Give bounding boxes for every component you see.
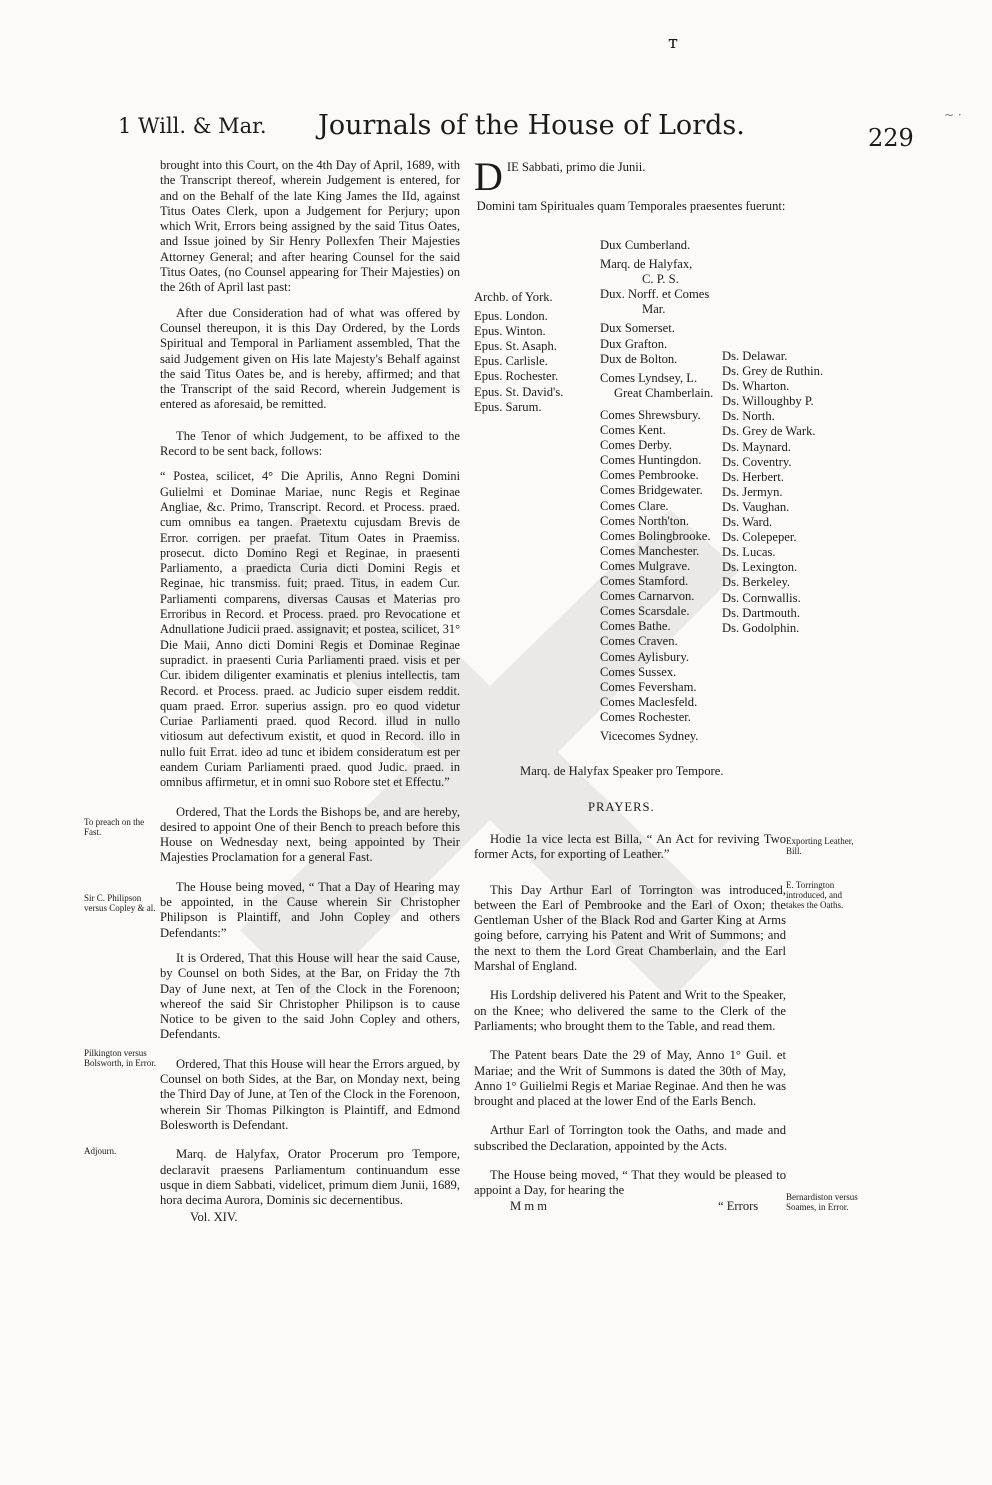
roll-dukes: [600, 238, 713, 401]
roll-entry: Comes Derby.: [600, 438, 672, 453]
roll-entry: Ds. Colepeper.: [722, 530, 797, 545]
roll-entry: Comes Feversham.: [600, 679, 697, 694]
paragraph-judgement-affirmed: After due Consideration had of what was offered by Counsel thereupon, it is this Day Ordered, by the Lords Spiritual and Temporal in Parliament assembled, That the said Judgement given on His late Majesty's Behalf against the said Titus Oates be, and is hereby, affirmed; and that the Transcript of the said Record, wherein Judgement is entered as aforesaid, be remitted.: [160, 305, 460, 412]
roll-entry: Ds. Dartmouth.: [722, 605, 801, 620]
roll-entry: Comes Pembrooke.: [600, 468, 699, 483]
roll-entry: Ds. Vaughan.: [722, 499, 790, 514]
page-number: 229: [868, 124, 914, 152]
dropcap-letter: D: [474, 154, 503, 199]
paragraph-bernardiston-motion: The House being moved, “ That they would be pleased to appoint a Day, for hearing the: [474, 1168, 786, 1198]
paragraph-fast-sermon: Ordered, That the Lords the Bishops be, and are hereby, desired to appoint One of their Bench to preach before this House on Wednesday next, being appointed by Their Majesties Proclamation for a general Fast.: [160, 804, 460, 865]
roll-entry: Comes Scarsdale.: [600, 604, 690, 619]
roll-entry: Comes Stamford.: [600, 574, 689, 589]
prayers-heading: PRAYERS.: [588, 800, 655, 814]
paragraph-patent-delivered: His Lordship delivered his Patent and Writ to the Speaker, on the Knee; who delivered the same to the Clerk of the Parliaments; who brought them to the Table, and read them.: [474, 988, 786, 1033]
present-lords-line: Domini tam Spirituales quam Temporales praesentes fuerunt:: [476, 199, 786, 213]
margin-note-adjourn: Adjourn.: [84, 1146, 117, 1156]
paragraph-leather-bill: Hodie 1a vice lecta est Billa, “ An Act for reviving Two former Acts, for exporting of Leather.”: [474, 832, 786, 862]
roll-entry: Comes Clare.: [600, 498, 669, 513]
sitting-heading: [474, 154, 794, 199]
margin-note-pilkington: Pilkington versus Bolsworth, in Error.: [84, 1048, 156, 1068]
paragraph-oaths: Arthur Earl of Torrington took the Oaths, and made and subscribed the Declaration, appointed by the Acts.: [474, 1123, 786, 1153]
paragraph-patent-date: The Patent bears Date the 29 of May, Anno 1° Guil. et Mariae; and the Writ of Summons is dated the 30th of May, Anno 1° Guilielmi Regis et Mariae Reginae. And then he was brought and placed at the lower End of the Earls Bench.: [474, 1048, 786, 1109]
latin-judgement: “ Postea, scilicet, 4° Die Aprilis, Anno Regni Domini Gulielmi et Dominae Mariae, nunc Regis et Reginae Angliae, &c. Primo, Transcript. Record. et Process. praed. cum omnibus ea tangen. Praetextu cujusdam Brevis de Error. corrigen. per praefat. Titum Oates in Praemiss. prosecut. dicto Domino Regi et Reginae, in praesenti Parliamento, a praedicta Curia dicti Domini Regis et Reginae, hic transmiss. fuit; praed. Titus, in eadem Cur. Parliamenti comparens, diversas Causas et Materias pro Erroribus in Record. et Process. praed. pro Revocatione et Adnullatione Judicii praed. assignavit; et postea, scilicet, 31° Die Maii, Anno dicti Domini Regis et Dominae Reginae supradict. in praesenti Curia Parliamenti praed. visis et per Cur. ibidem diligenter examinatis et plenius intellectis, tam Record. et Process. praed. ac Judicio super eisdem reddit. quam praed. Error. superius assign. pro eo quod videtur Curiae Parliamenti praed. quod Record. illud in nullo vitiosum aut defectivum existit, et quod in Record. illo in nullo fuit Errat. ideo ad tunc et ibidem consideratum est per eandem Curiam Parliamenti praed. quod Judic. praed. in omnibus affirmetur, et in omni suo Robore stet et Effectu.”: [160, 469, 460, 790]
roll-entry: Comes Kent.: [600, 423, 666, 438]
roll-barons: [722, 349, 823, 636]
page-tick-mark: ᴛ: [668, 32, 678, 53]
roll-entry: Ds. Cornwallis.: [722, 590, 801, 605]
roll-entry: Marq. de Halyfax,: [600, 257, 693, 272]
roll-entry: Ds. Godolphin.: [722, 620, 800, 635]
speaker-line: Marq. de Halyfax Speaker pro Tempore.: [520, 764, 724, 778]
roll-entry: Comes Maclesfeld.: [600, 694, 698, 709]
roll-entry: Ds. Herbert.: [722, 469, 784, 484]
roll-entry: Ds. Grey de Ruthin.: [722, 364, 824, 379]
margin-note-leather: Exporting Leather, Bill.: [786, 836, 854, 856]
roll-entry: Comes Lyndsey, L.: [600, 370, 698, 385]
sitting-date: IE Sabbati, primo die Junii.: [506, 160, 646, 174]
margin-note-philipson: Sir C. Philipson versus Copley & al.: [84, 893, 156, 913]
paragraph-tenor: The Tenor of which Judgement, to be affixed to the Record to be sent back, follows:: [160, 428, 460, 459]
roll-entry: Comes Aylisbury.: [600, 649, 689, 664]
roll-entry: Epus. Winton.: [474, 324, 546, 339]
roll-entry: Dux Grafton.: [600, 336, 668, 351]
roll-entry: Epus. London.: [474, 309, 548, 324]
roll-entry: Ds. Jermyn.: [722, 484, 783, 499]
roll-entry: Ds. Berkeley.: [722, 575, 791, 590]
roll-entry: Comes Craven.: [600, 634, 678, 649]
paragraph-oates-writ: brought into this Court, on the 4th Day of April, 1689, with the Transcript thereof, wherein Judgement is entered, for and on the Behalf of the late King James the IId, against Titus Oates Clerk, upon a Judgement for Perjury; upon which Writ, Errors being assigned by the said Titus Oates, and Issue joined by Sir Henry Pollexfen Their Majesties Attorney General; and after hearing Counsel for the said Titus Oates, (no Counsel appearing for Their Majesties) on the 26th of April last past:: [160, 158, 460, 295]
roll-entry: Ds. Ward.: [722, 515, 773, 530]
roll-entry: Ds. Wharton.: [722, 379, 790, 394]
paragraph-adjournment: Marq. de Halyfax, Orator Procerum pro Tempore, declaravit praesens Parliamentum continuandum esse usque in diem Sabbati, videlicet, primum diem Junii, 1689, hora decima Aurora, Dominis sic decernentibus.: [160, 1147, 460, 1208]
roll-entry: Comes Rochester.: [600, 709, 691, 724]
paragraph-pilkington-order: Ordered, That this House will hear the Errors argued, by Counsel on both Sides, at the Bar, on Monday next, being the Third Day of June, at Ten of the Clock in the Forenoon, wherein Sir Thomas Pilkington is Plaintiff, and Edmond Bolesworth is Defendant.: [160, 1056, 460, 1132]
roll-entry: Comes Carnarvon.: [600, 589, 695, 604]
roll-entry: Ds. Willoughby P.: [722, 394, 814, 409]
roll-entry: Comes Bridgewater.: [600, 483, 703, 498]
roll-entry: Ds. Maynard.: [722, 439, 791, 454]
roll-entry: Comes Bathe.: [600, 619, 671, 634]
roll-entry: Epus. Sarum.: [474, 399, 542, 414]
paragraph-torrington-introduced: This Day Arthur Earl of Torrington was introduced, between the Earl of Pembrooke and the Earl of Oxon; the Gentleman Usher of the Black Rod and Garter King at Arms going before, carrying his Patent and Writ of Summons; and the next to them the Lord Great Chamberlain, and the Earl Marshal of England.: [474, 882, 786, 974]
roll-entry: Dux. Norff. et Comes: [600, 287, 710, 302]
roll-earls: [600, 408, 711, 744]
roll-entry: C. P. S.: [642, 272, 679, 287]
roll-spiritual-lords: [474, 290, 563, 415]
signature-mark: M m m: [510, 1198, 548, 1213]
roll-entry: Ds. North.: [722, 409, 775, 424]
roll-entry: Comes Bolingbrooke.: [600, 528, 711, 543]
journal-title: Journals of the House of Lords.: [318, 110, 745, 141]
paragraph-philipson-order: It is Ordered, That this House will hear the said Cause, by Counsel on both Sides, at the Bar, on Friday the 7th Day of June next, at Ten of the Clock in the Forenoon; whereof the said Sir Christopher Philipson is to cause Notice to be given to the said John Copley and others, Defendants.: [160, 950, 460, 1042]
roll-entry: Mar.: [642, 302, 666, 317]
roll-entry: Comes North'ton.: [600, 513, 690, 528]
margin-note-fast: To preach on the Fast.: [84, 817, 145, 837]
roll-entry: Ds. Coventry.: [722, 454, 792, 469]
roll-entry: Dux de Bolton.: [600, 351, 678, 366]
roll-entry: Ds. Grey de Wark.: [722, 424, 816, 439]
roll-entry: Ds. Lucas.: [722, 545, 776, 560]
catchword: “ Errors: [718, 1198, 759, 1213]
roll-entry: Epus. Rochester.: [474, 369, 559, 384]
roll-entry: Archb. of York.: [474, 290, 553, 304]
right-column-body: [474, 832, 786, 1215]
paragraph-philipson-motion: The House being moved, “ That a Day of Hearing may be appointed, in the Cause wherein Sir Christopher Philipson is Plaintiff, and John Copley and others Defendants:”: [160, 879, 460, 940]
roll-entry: Epus. St. David's.: [474, 384, 564, 399]
volume-label: Vol. XIV.: [190, 1210, 238, 1225]
roll-entry: Comes Sussex.: [600, 664, 677, 679]
roll-entry: Vicecomes Sydney.: [600, 728, 699, 743]
roll-entry: Dux Somerset.: [600, 321, 675, 336]
roll-entry: Comes Mulgrave.: [600, 558, 691, 573]
left-column: [160, 158, 460, 1226]
roll-entry: Ds. Lexington.: [722, 560, 798, 575]
roll-entry: Ds. Delawar.: [722, 349, 788, 363]
roll-entry: Comes Huntingdon.: [600, 453, 702, 468]
roll-entry: Comes Manchester.: [600, 543, 700, 558]
page-footer-line: [474, 1199, 786, 1215]
roll-entry: Dux Cumberland.: [600, 238, 691, 252]
corner-mark: ~ ·: [944, 108, 962, 122]
roll-entry: Comes Shrewsbury.: [600, 408, 701, 422]
roll-entry: Great Chamberlain.: [614, 385, 714, 400]
roll-entry: Epus. St. Asaph.: [474, 339, 557, 354]
margin-note-torrington: E. Torrington introduced, and takes the Oaths.: [786, 880, 844, 910]
roll-entry: Epus. Carlisle.: [474, 354, 548, 369]
reign-heading: 1 Will. & Mar.: [118, 114, 267, 138]
margin-note-bernardiston: Bernardiston versus Soames, in Error.: [786, 1192, 858, 1212]
